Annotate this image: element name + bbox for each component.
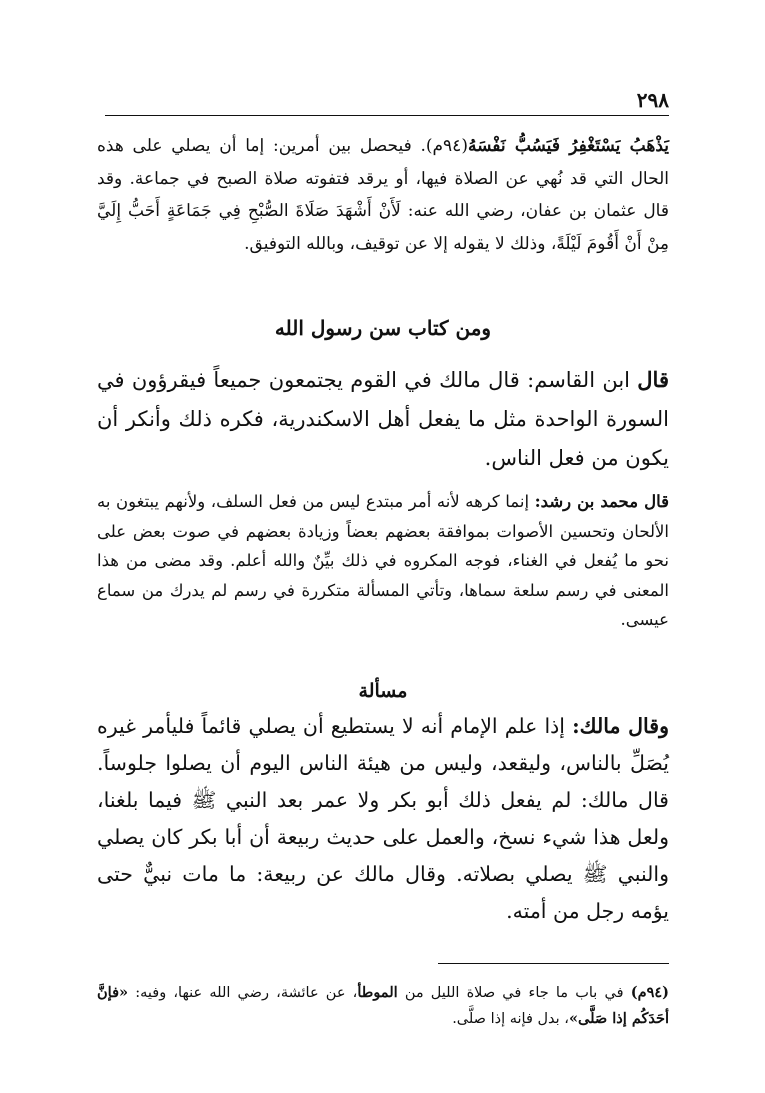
footnote-text: ، عن عائشة، رضي الله عنها، وفيه: (128, 985, 358, 1001)
hadith-quote: يَذْهَبُ يَسْتَغْفِرُ فَيَسُبُّ نَفْسَهُ (467, 136, 669, 156)
speaker-label: قال محمد بن رشد: (534, 492, 669, 511)
footnote-quote: «فإنَّ أحَدَكُم إذا صَلَّى» (97, 984, 669, 1027)
page-number: ٢٩٨ (636, 88, 669, 112)
paragraph-text: إنما كرهه لأنه أمر مبتدع ليس من فعل السلف، ولأنهم يبتغون به الألحان وتحسين الأصوات بموافقة بعضهم بعضاً وزيادة بعضهم في صوت بعض على نحو ما يُفعل في الغناء، فوجه المكروه في ذلك بيِّنٌ والله أعلم. وقد مضى من هذا المعنى في رسم سلعة سماها، وتأتي المسألة متكررة في رسم لم يدرك من سماع عيسى. (97, 492, 669, 629)
header-rule (105, 115, 669, 116)
footnote-marker: (٩٤م) (630, 984, 670, 1001)
speaker-label: وقال مالك: (572, 714, 669, 738)
footnote (97, 980, 669, 1032)
footnote-ref: (٩٤م) (425, 136, 468, 156)
paragraph-ibn-qasim (97, 360, 669, 478)
subsection-title: مسألة (358, 680, 408, 702)
paragraph-ibn-rushd (97, 487, 669, 635)
footnote-text: ، بدل فإنه إذا صلَّى. (452, 1011, 569, 1027)
paragraph-text: ابن القاسم: قال مالك في القوم يجتمعون جميعاً فيقرؤون في السورة الواحدة مثل ما يفعل أهل الاسكندرية، فكره ذلك وأنكر أن يكون من فعل الناس. (97, 368, 669, 470)
paragraph-malik (97, 708, 669, 930)
speaker-label: قال (637, 367, 669, 392)
footnote-book: الموطأ (357, 984, 398, 1001)
section-title: ومن كتاب سن رسول الله (274, 316, 492, 340)
paragraph-text: إذا علم الإمام أنه لا يستطيع أن يصلي قائماً فليأمر غيره يُصَلِّ بالناس، وليقعد، وليس من هيئة الناس اليوم أن يصلوا جلوساً. قال مالك: لم يفعل ذلك أبو بكر ولا عمر بعد النبي ﷺ فيما بلغنا، ولعل هذا شيء نسخ، والعمل على حديث ربيعة أن أبا بكر كان يصلي والنبي ﷺ يصلي بصلاته. وقال مالك عن ربيعة: ما مات نبيٌّ حتى يؤمه رجل من أمته. (97, 714, 669, 923)
intro-paragraph (97, 130, 669, 260)
intro-text: . فيحصل بين أمرين: إما أن يصلي على هذه الحال التي قد نُهي عن الصلاة فيها، أو يرقد فتفوته صلاة الصبح في جماعة. وقد قال عثمان بن عفان، رضي الله عنه: لَأَنْ أَشْهَدَ صَلَاةَ الصُّبْحِ فِي جَمَاعَةٍ أَحَبُّ إِلَيَّ مِنْ أَنْ أَقُومَ لَيْلَةً، وذلك لا يقوله إلا عن توقيف، وبالله التوفيق. (97, 136, 669, 254)
footnote-rule (438, 963, 669, 964)
footnote-text: في باب ما جاء في صلاة الليل من (397, 985, 631, 1001)
